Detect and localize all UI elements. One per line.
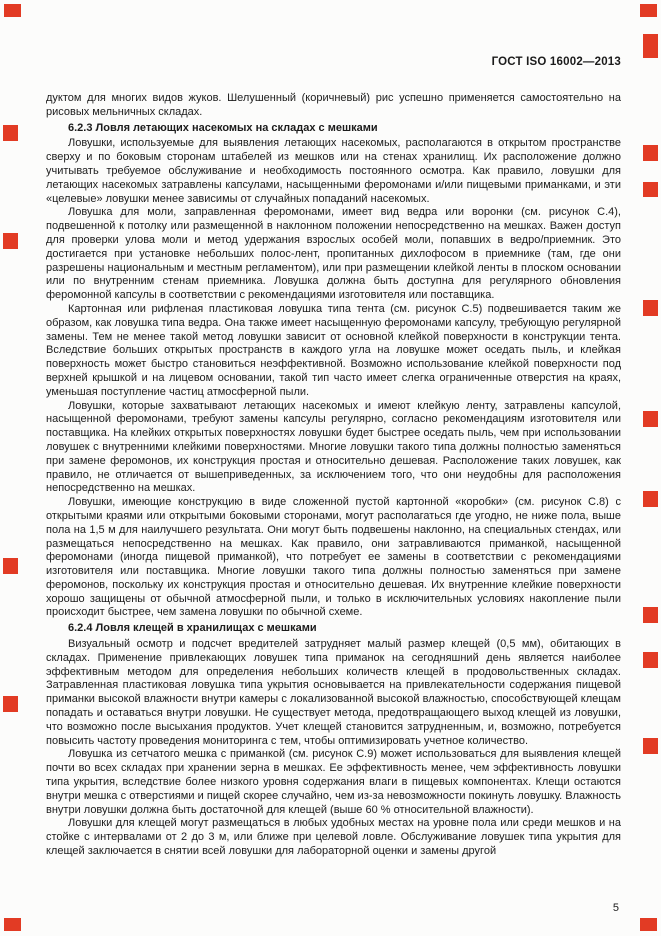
section-heading-6-2-3: 6.2.3 Ловля летающих насекомых на складах с мешками <box>68 121 378 134</box>
scan-marker-left-4 <box>3 696 18 712</box>
scan-marker-left-2 <box>3 233 18 249</box>
section-heading-6-2-4: 6.2.4 Ловля клещей в хранилищах с мешками <box>68 622 317 635</box>
scan-marker-right-2 <box>643 145 658 161</box>
body-paragraph: Ловушка для моли, заправленная феромонами, имеет вид ведра или воронки (см. рисунок С.4), подвешенной к потолку или размещенной в наклонном положении непосредственно на мешках. Важен доступ для проверки улова моли и метод удержания взрослых особей моли, попавших в ведро/приемник. Это достигается при установке небольших полос-лент, пропитанных дихлофосом в приемнике (там, где они разрешены национальным и местным регламентом), или при размещении клейкой ленты в плоском основании или по внутренним стенам приемника. Ловушка должна быть доступна для регулярного обновления феромонной капсулы в соответствии с рекомендациями изготовителя или поставщика. <box>46 206 621 302</box>
continuation-paragraph: дуктом для многих видов жуков. Шелушенный (коричневый) рис успешно применяется самостоятельно на рисовых мельничных складах. <box>46 92 621 118</box>
document-body <box>46 92 621 859</box>
scan-marker-top-right <box>640 4 657 17</box>
scan-marker-right-8 <box>643 652 658 668</box>
scan-marker-top-left <box>4 4 21 17</box>
standard-designation: ГОСТ ISO 16002—2013 <box>491 56 621 68</box>
body-paragraph: Ловушки, которые захватывают летающих насекомых и имеют клейкую ленту, затравлены капсулой, насыщенной феромонами, требуют замены капсулы регулярно, согласно рекомендациям изготовителя или поставщика. На клейких открытых поверхностях ловушки будет быстрее оседать пыль, чем при использовании ловушек с внутренними клейкими поверхностями. Многие ловушки такого типа должны полностью заменяться при замене феромонов, их конструкция простая и относительно дешевая. Расположение таких ловушек, как правило, не отличается от вышеприведенных, за исключением того, что они неудобны для расположения непосредственно на мешках. <box>46 399 621 495</box>
body-paragraph: Ловушка из сетчатого мешка с приманкой (см. рисунок С.9) может использоваться для выявления клещей почти во всех складах при хранении зерна в мешках. Ее эффективность менее, чем эффективность ловушки типа укрытия, вследствие более низкого уровня содержания влаги в пищевых компонентах. Клещи остаются внутри мешка с отверстиями и пищей скорее случайно, чем из-за невозможности покинуть ловушку. Влажность внутри ловушки должна быть достаточной для клещей (выше 60 % относительной влажности). <box>46 748 621 816</box>
body-paragraph: Визуальный осмотр и подсчет вредителей затрудняет малый размер клещей (0,5 мм), обитающих в складах. Применение привлекающих ловушек типа приманок на сегодняшний день является наиболее эффективным методом для определения небольших количеств клещей в продовольственных складах. Затравленная пластиковая ловушка типа укрытия основывается на привлекательности содержания пищевой приманки высокой влажности внутри камеры с локализованной высокой влажностью, способствующей клещам попадать и оставаться внутри ловушки. Не существует метода, предотвращающего выход клещей из ловушки, что возможно после высыхания продуктов. Учет клещей становится затрудненным, и, возможно, потребуется повысить частоту проведения мониторинга с тем, чтобы оптимизировать учетное количество. <box>46 638 621 747</box>
scan-marker-right-1 <box>643 34 658 58</box>
scan-marker-left-1 <box>3 125 18 141</box>
scan-marker-bottom-right <box>640 918 657 931</box>
body-paragraph: Ловушки для клещей могут размещаться в любых удобных местах на уровне пола или среди мешков и на стойке с интервалами от 2 до 3 м, или ближе при целевой ловле. Обслуживание ловушек типа укрытия для клещей заключается в снятии всей ловушки для лабораторной оценки и замены другой <box>46 817 621 858</box>
page-number: 5 <box>612 902 619 914</box>
scan-marker-right-4 <box>643 300 658 316</box>
scan-marker-right-3 <box>643 182 658 197</box>
scan-marker-left-3 <box>3 558 18 574</box>
scan-marker-bottom-left <box>4 918 21 931</box>
scan-marker-right-7 <box>643 607 658 623</box>
scan-marker-right-9 <box>643 738 658 754</box>
body-paragraph: Картонная или рифленая пластиковая ловушка типа тента (см. рисунок С.5) подвешивается таким же образом, как ловушка типа ведра. Она также имеет насыщенную феромонами капсулу, требующую регулярной замены. Тем не менее такой метод ловушки зависит от основной клейкой поверхности в конструкции тента. Вследствие больших открытых пространств в каждого угла на ловушке может оседать пыль, и клейкая поверхность может быстро становиться неэффективной. Возможно использование клейкой поверхности под верхней крышкой и на лицевом основании, такой тип часто имеет слегка ограниченные отверстия на краях, уменьшая поступление частиц атмосферной пыли. <box>46 302 621 398</box>
scan-marker-right-6 <box>643 491 658 507</box>
scan-marker-right-5 <box>643 411 658 427</box>
body-paragraph: Ловушки, имеющие конструкцию в виде сложенной пустой картонной «коробки» (см. рисунок С.8) с открытыми краями или открытыми боковыми сторонами, могут располагаться где угодно, не ниже пола, выше пола на 1,5 м для наилучшего результата. Они могут быть подвешены наклонно, на специальных стендах, или размещаться непосредственно на мешках. Как правило, они затравливаются приманкой, насыщенной феромонами (иногда пищевой приманкой), что потребует ее замены в соответствии с рекомендациями изготовителя или поставщика. Многие ловушки такого типа должны полностью заменяться при замене феромонов, поскольку их конструкция простая и относительно дешевая. Их внутренние клейкие поверхности хорошо защищены от обычной атмосферной пыли, и только в исключительных условиях накопление пыли происходит быстрее, чем замена ловушки по обычной схеме. <box>46 496 621 619</box>
body-paragraph: Ловушки, используемые для выявления летающих насекомых, располагаются в открытом пространстве сверху и по боковым сторонам штабелей из мешков или на стенах хранилищ. Их расположение должно учитывать требуемое обслуживание и необходимость постоянного осмотра. Как правило, ловушки для летающих насекомых затравлены капсулами, насыщенными феромонами и/или пищевыми приманками, и эти «целевые» ловушки менее зависимы от случайных попаданий насекомых. <box>46 137 621 205</box>
